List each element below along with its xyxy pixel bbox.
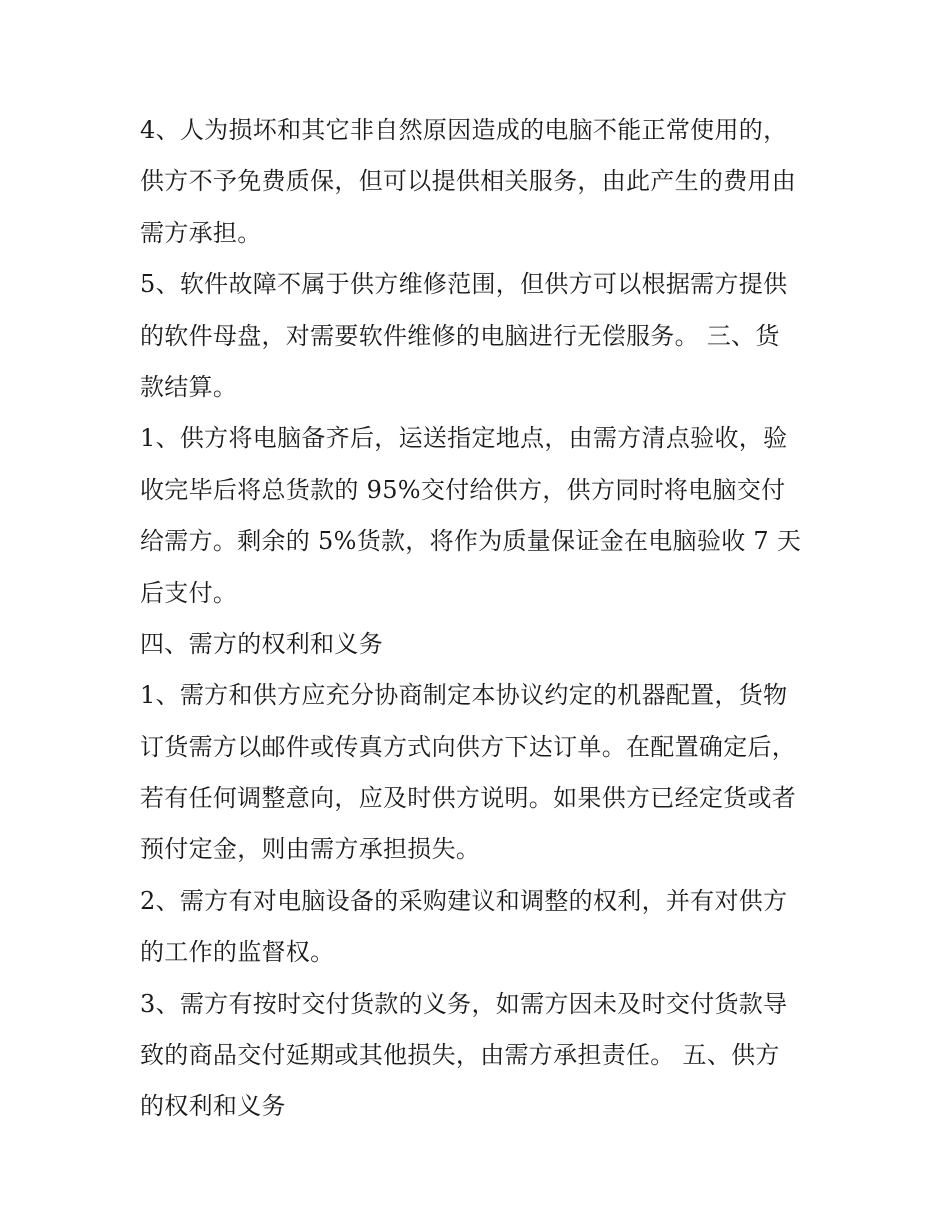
text-line: 款结算。	[140, 372, 238, 401]
text-line: 订货需方以邮件或传真方式向供方下达订单。在配置确定后，	[140, 732, 797, 761]
document-body	[140, 105, 820, 1133]
text-line: 收完毕后将总货款的 95%交付给供方，供方同时将电脑交付	[140, 475, 786, 504]
text-line: 后支付。	[140, 578, 238, 607]
section-heading: 四、需方的权利和义务	[140, 629, 383, 658]
text-line: 1、需方和供方应充分协商制定本协议约定的机器配置，货物	[140, 681, 788, 710]
text-line: 2、需方有对电脑设备的采购建议和调整的权利，并有对供方	[140, 886, 788, 915]
text-line: 供方不予免费质保，但可以提供相关服务，由此产生的费用由	[140, 167, 797, 196]
text-line: 致的商品交付延期或其他损失，由需方承担责任。 五、供方	[140, 1041, 780, 1070]
text-line: 若有任何调整意向，应及时供方说明。如果供方已经定货或者	[140, 784, 797, 813]
text-line: 的权利和义务	[140, 1092, 286, 1121]
text-line: 预付定金，则由需方承担损失。	[140, 835, 481, 864]
text-line: 3、需方有按时交付货款的义务，如需方因未及时交付货款导	[140, 989, 788, 1018]
text-line: 5、软件故障不属于供方维修范围，但供方可以根据需方提供	[140, 270, 788, 299]
text-line: 的软件母盘，对需要软件维修的电脑进行无偿服务。 三、货	[140, 321, 780, 350]
text-line: 给需方。剩余的 5%货款，将作为质量保证金在电脑验收 7 天	[140, 527, 802, 556]
text-line: 的工作的监督权。	[140, 938, 335, 967]
text-line: 4、人为损坏和其它非自然原因造成的电脑不能正常使用的，	[140, 116, 788, 144]
text-line: 1、供方将电脑备齐后，运送指定地点，由需方清点验收，验	[140, 424, 788, 453]
text-line: 需方承担。	[140, 218, 262, 247]
